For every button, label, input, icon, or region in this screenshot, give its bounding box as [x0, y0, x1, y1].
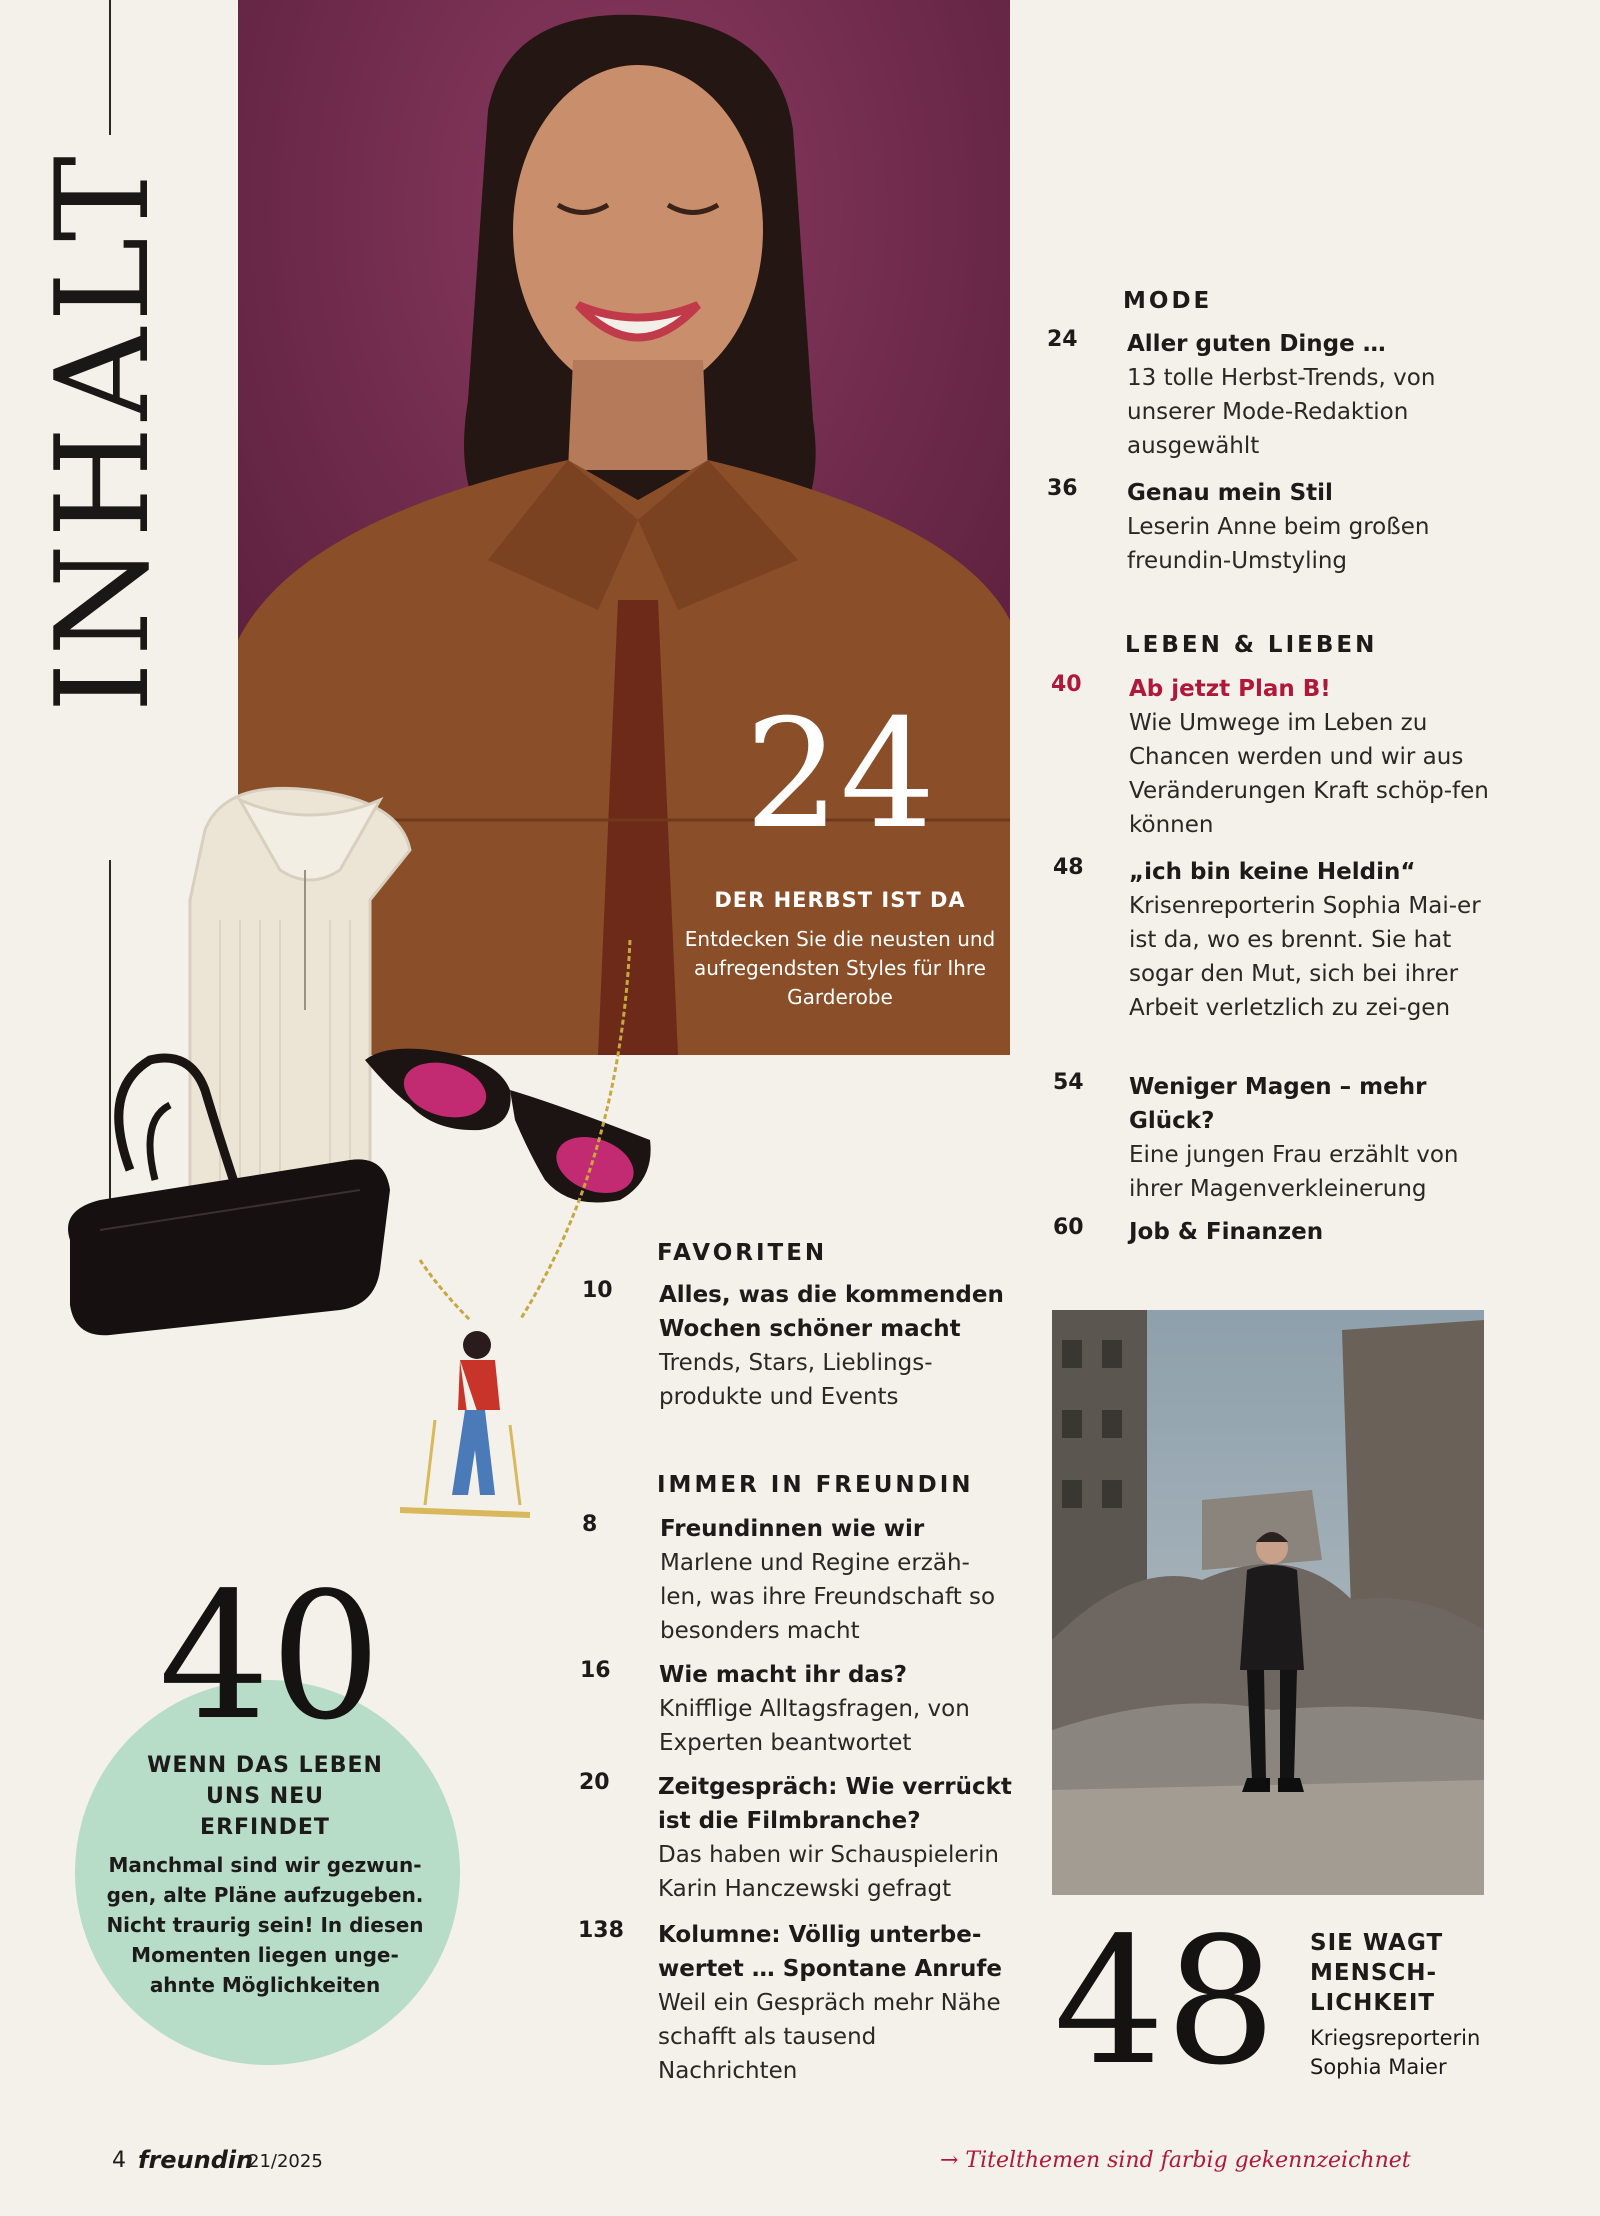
toc-entry-desc: Wie Umwege im Leben zu Chancen werden und wir aus Veränderungen Kraft schöp-fen können	[1129, 710, 1489, 838]
toc-page-number: 54	[1053, 1070, 1084, 1095]
toc-entry[interactable]	[582, 1512, 1005, 1648]
toc-entry[interactable]	[578, 1918, 1003, 2088]
toc-page-number: 16	[580, 1658, 611, 1683]
toc-page-number: 48	[1053, 855, 1084, 880]
toc-page-number: 20	[579, 1770, 610, 1795]
section-title-mode: MODE	[1123, 288, 1213, 314]
page-title: INHALT	[29, 150, 178, 713]
toc-entry-title: Alles, was die kommenden Wochen schöner macht	[659, 1282, 1004, 1342]
footer-note: → Titelthemen sind farbig gekennzeichnet	[940, 2148, 1411, 2173]
toc-entry[interactable]	[580, 1658, 1004, 1760]
badge-headline: WENN DAS LEBEN UNS NEU ERFINDET	[147, 1753, 383, 1840]
footer-issue: 21/2025	[248, 2151, 323, 2172]
toc-entry-title: Zeitgespräch: Wie verrückt ist die Filmbranche?	[658, 1774, 1012, 1834]
toc-entry-highlight[interactable]	[1051, 672, 1499, 842]
toc-page-number: 10	[582, 1278, 613, 1303]
toc-entry[interactable]	[1053, 1215, 1469, 1249]
toc-entry[interactable]	[1047, 476, 1487, 578]
toc-entry-title: Aller guten Dinge …	[1127, 331, 1386, 357]
footer-page-number: 4	[112, 2148, 126, 2173]
ruins-illustration	[1052, 1310, 1484, 1895]
hero-page-number: 24	[744, 688, 936, 862]
section-title-leben: LEBEN & LIEBEN	[1125, 632, 1378, 658]
badge-page-number: 40	[158, 1556, 382, 1759]
toc-entry-desc: Krisenreporterin Sophia Mai-er ist da, wo es brennt. Sie hat sogar den Mut, sich bei ihrer Arbeit verletzlich zu zei-gen	[1129, 893, 1481, 1021]
toc-page-number: 24	[1047, 327, 1078, 352]
toc-entry[interactable]	[1053, 1070, 1469, 1206]
hero-headline: DER HERBST IST DA	[714, 888, 966, 912]
toc-entry-title: Genau mein Stil	[1127, 480, 1333, 506]
toc-entry-title: Job & Finanzen	[1129, 1219, 1324, 1245]
reporter-photo	[1052, 1310, 1484, 1895]
toc-page-number: 36	[1047, 476, 1078, 501]
side-page-number: 48	[1053, 1901, 1277, 2104]
footer-brand: freundin	[138, 2146, 254, 2174]
side-text: Kriegsreporterin Sophia Maier	[1310, 2026, 1481, 2079]
section-title-immer: IMMER IN FREUNDIN	[657, 1472, 974, 1498]
toc-entry-desc: Leserin Anne beim großen freundin-Umstyling	[1127, 514, 1430, 574]
toc-entry-desc: Weil ein Gespräch mehr Nähe schafft als tausend Nachrichten	[658, 1990, 1001, 2084]
toc-page-number: 8	[582, 1512, 598, 1537]
title-rule-top	[109, 0, 111, 135]
toc-entry-desc: Marlene und Regine erzäh-len, was ihre Freundschaft so besonders macht	[660, 1550, 996, 1644]
toc-entry-desc: Trends, Stars, Lieblings-produkte und Events	[659, 1350, 933, 1410]
toc-entry-title: Wie macht ihr das?	[659, 1662, 907, 1688]
sunglasses-icon	[365, 1049, 651, 1204]
toc-entry-title: Kolumne: Völlig unterbe-wertet … Spontane Anrufe	[658, 1922, 1002, 1982]
toc-entry[interactable]	[1053, 855, 1499, 1025]
toc-page-number: 138	[578, 1918, 624, 1943]
toc-entry-title: Ab jetzt Plan B!	[1129, 676, 1331, 702]
section-title-favoriten: FAVORITEN	[657, 1240, 828, 1266]
toc-entry[interactable]	[1047, 327, 1487, 463]
ski-necklace-icon	[400, 940, 630, 1515]
toc-entry-title: „ich bin keine Heldin“	[1129, 859, 1416, 885]
toc-entry[interactable]	[582, 1278, 1004, 1414]
toc-entry-desc: Knifflige Alltagsfragen, von Experten beantwortet	[659, 1696, 970, 1756]
toc-entry-title: Freundinnen wie wir	[660, 1516, 925, 1542]
badge-text: Manchmal sind wir gezwun-gen, alte Pläne aufzugeben. Nicht traurig sein! In diesen Momenten liegen unge-ahnte Möglichkeiten	[106, 1853, 424, 1997]
toc-entry-desc: 13 tolle Herbst-Trends, von unserer Mode-Redaktion ausgewählt	[1127, 365, 1436, 459]
hero-subtext: Entdecken Sie die neusten und aufregendsten Styles für Ihre Garderobe	[684, 927, 996, 1009]
toc-entry-title: Weniger Magen – mehr Glück?	[1129, 1074, 1427, 1134]
side-headline: SIE WAGT MENSCH-LICHKEIT	[1310, 1930, 1444, 2016]
product-collage	[40, 760, 690, 1580]
toc-entry[interactable]	[579, 1770, 1018, 1906]
toc-page-number: 40	[1051, 672, 1082, 697]
toc-entry-desc: Das haben wir Schauspielerin Karin Hanczewski gefragt	[658, 1842, 999, 1902]
toc-entry-desc: Eine jungen Frau erzählt von ihrer Magenverkleinerung	[1129, 1142, 1459, 1202]
toc-page-number: 60	[1053, 1215, 1084, 1240]
